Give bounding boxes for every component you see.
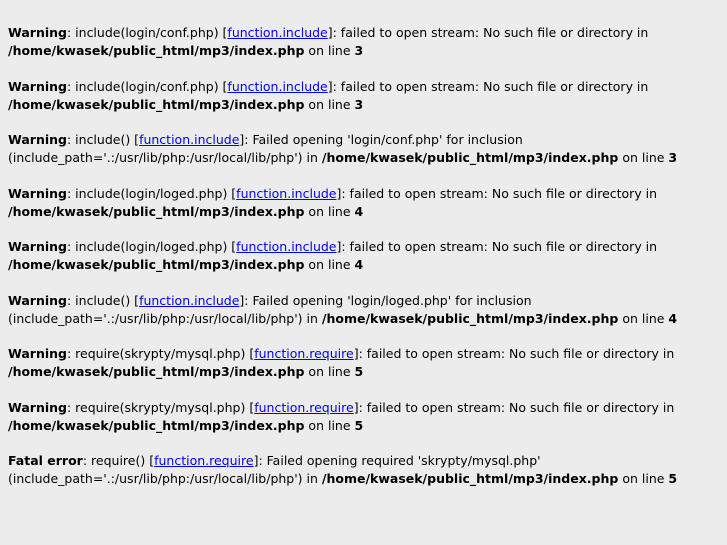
php-warning-message: [8, 292, 719, 328]
error-text: ]: failed to open stream: No such file or directory in: [327, 25, 649, 40]
function-doc-link[interactable]: function.include: [139, 132, 240, 147]
error-level: Fatal error: [8, 453, 83, 468]
on-line-label: on line: [622, 150, 665, 165]
error-level: Warning: [8, 25, 67, 40]
php-warning-message: [8, 238, 719, 274]
line-number: 5: [668, 471, 678, 486]
line-number: 4: [354, 203, 364, 219]
php-warning-message: [8, 131, 719, 167]
function-doc-link[interactable]: function.require: [254, 346, 354, 361]
error-text: ]: failed to open stream: No such file or directory in: [336, 185, 658, 201]
include-path-text: (include_path='.:/usr/lib/php:/usr/local/lib/php') in: [8, 471, 318, 486]
line-number: 4: [668, 310, 678, 326]
error-text: : include(login/conf.php) [: [66, 78, 228, 94]
on-line-label: on line: [308, 203, 351, 219]
php-warning-message: [8, 345, 719, 381]
line-number: 3: [354, 43, 364, 58]
error-text: : require() [: [82, 453, 155, 468]
on-line-label: on line: [308, 257, 351, 272]
file-path: /home/kwasek/public_html/mp3/index.php: [321, 150, 619, 165]
error-level: Warning: [8, 239, 67, 254]
file-path: /home/kwasek/public_html/mp3/index.php: [8, 257, 305, 272]
file-path: /home/kwasek/public_html/mp3/index.php: [8, 364, 305, 379]
function-doc-link[interactable]: function.include: [227, 78, 328, 94]
error-level: Warning: [8, 292, 67, 308]
on-line-label: on line: [308, 364, 351, 379]
error-level: Warning: [8, 78, 67, 94]
error-level: Warning: [8, 346, 67, 361]
error-text: : include() [: [66, 292, 140, 308]
error-text: : require(skrypty/mysql.php) [: [66, 346, 255, 361]
error-text: : include() [: [66, 132, 140, 147]
function-doc-link[interactable]: function.require: [154, 453, 254, 468]
error-level: Warning: [8, 185, 67, 201]
error-text: : include(login/conf.php) [: [66, 25, 228, 40]
file-path: /home/kwasek/public_html/mp3/index.php: [8, 96, 305, 112]
error-text: ]: failed to open stream: No such file or directory in: [327, 78, 649, 94]
error-level: Warning: [8, 399, 67, 415]
error-text: ]: failed to open stream: No such file or directory in: [336, 239, 658, 254]
line-number: 5: [354, 417, 364, 433]
function-doc-link[interactable]: function.include: [236, 239, 337, 254]
error-text: : include(login/loged.php) [: [66, 185, 237, 201]
file-path: /home/kwasek/public_html/mp3/index.php: [321, 310, 619, 326]
file-path: /home/kwasek/public_html/mp3/index.php: [8, 417, 305, 433]
error-text: ]: failed to open stream: No such file or directory in: [353, 346, 675, 361]
php-warning-message: [8, 78, 719, 114]
error-text: : require(skrypty/mysql.php) [: [66, 399, 255, 415]
error-text: ]: Failed opening 'login/loged.php' for inclusion: [239, 292, 532, 308]
on-line-label: on line: [308, 43, 351, 58]
file-path: /home/kwasek/public_html/mp3/index.php: [321, 471, 619, 486]
function-doc-link[interactable]: function.include: [236, 185, 337, 201]
on-line-label: on line: [308, 417, 351, 433]
on-line-label: on line: [622, 310, 665, 326]
error-text: ]: Failed opening 'login/conf.php' for inclusion: [239, 132, 523, 147]
error-text: : include(login/loged.php) [: [66, 239, 237, 254]
php-warning-message: [8, 399, 719, 435]
error-text: ]: failed to open stream: No such file or directory in: [353, 399, 675, 415]
php-fatal-error-message: [8, 452, 719, 488]
error-level: Warning: [8, 132, 67, 147]
include-path-text: (include_path='.:/usr/lib/php:/usr/local/lib/php') in: [8, 150, 318, 165]
php-warning-message: [8, 24, 719, 60]
file-path: /home/kwasek/public_html/mp3/index.php: [8, 43, 305, 58]
on-line-label: on line: [622, 471, 665, 486]
line-number: 5: [354, 364, 364, 379]
php-warning-message: [8, 185, 719, 221]
on-line-label: on line: [308, 96, 351, 112]
file-path: /home/kwasek/public_html/mp3/index.php: [8, 203, 305, 219]
function-doc-link[interactable]: function.include: [139, 292, 240, 308]
function-doc-link[interactable]: function.include: [227, 25, 328, 40]
function-doc-link[interactable]: function.require: [254, 399, 354, 415]
include-path-text: (include_path='.:/usr/lib/php:/usr/local/lib/php') in: [8, 310, 318, 326]
line-number: 3: [668, 150, 678, 165]
error-text: ]: Failed opening required 'skrypty/mysql.php': [253, 453, 541, 468]
line-number: 3: [354, 96, 364, 112]
line-number: 4: [354, 257, 364, 272]
